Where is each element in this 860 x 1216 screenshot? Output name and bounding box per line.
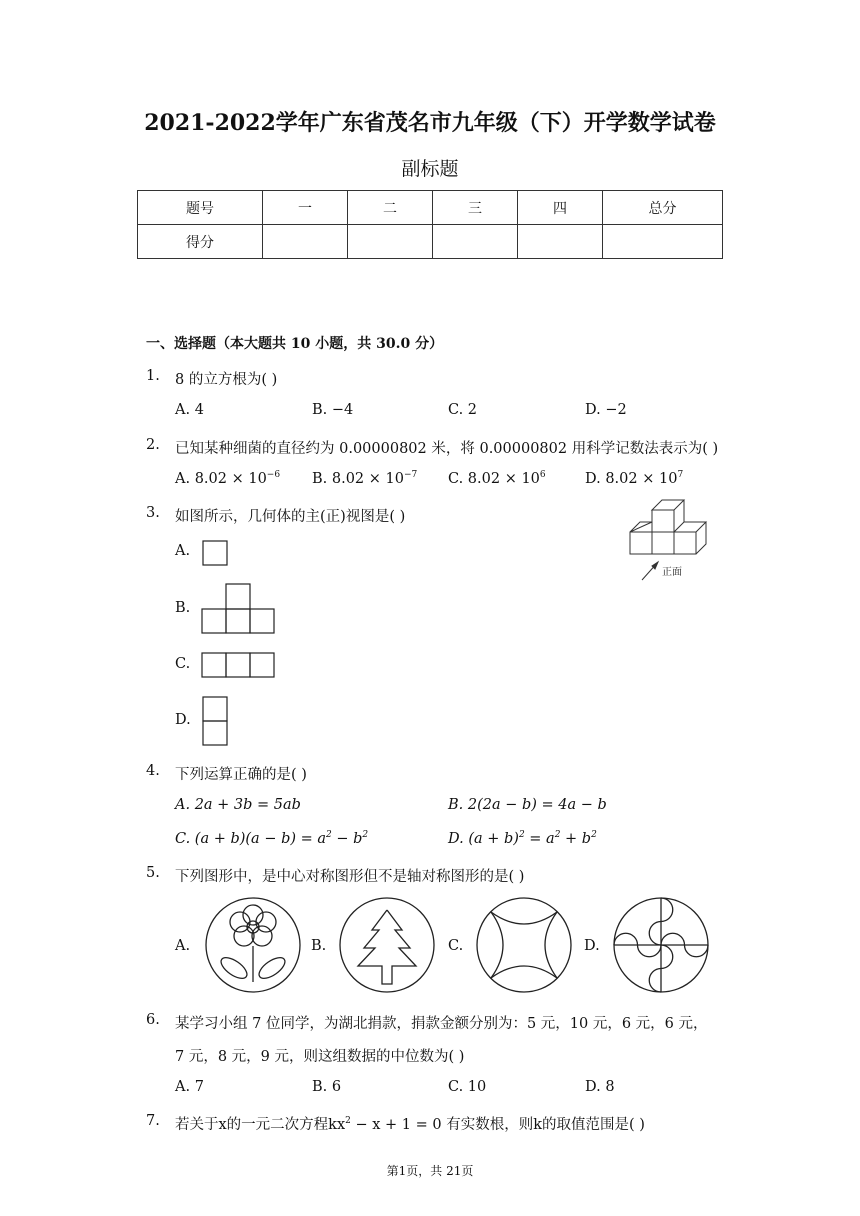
option-a: A. $8.02 \times 10^{-6}$ — [175, 470, 281, 487]
solid-figure — [622, 492, 722, 588]
question-number: 5. — [146, 865, 160, 881]
question-number: 3. — [146, 505, 160, 521]
score-table — [137, 190, 723, 259]
section-heading: 一、选择题（本大题共 10 小题，共 30.0 分） — [146, 336, 444, 352]
question-number: 2. — [146, 437, 160, 453]
option-a: A. — [175, 938, 191, 954]
option-a-flower-figure — [204, 896, 302, 994]
option-d: D. — [584, 938, 600, 954]
option-b: B. — [311, 938, 327, 954]
table-cell — [518, 225, 603, 259]
page-footer: 第1页，共 21页 — [386, 1164, 474, 1178]
table-cell: 四 — [518, 191, 603, 225]
option-c-arcs-figure — [475, 896, 573, 994]
option-b: B. 6 — [312, 1079, 342, 1095]
option-b: B. 2(2a − b) = 4a − b — [448, 797, 607, 813]
option-d: D. −2 — [585, 402, 627, 418]
option-b-figure — [201, 583, 279, 637]
option-d: D. — [175, 712, 191, 728]
option-b: B. −4 — [312, 402, 354, 418]
page-title: 2021-2022学年广东省茂名市九年级（下）开学数学试卷 — [144, 110, 716, 136]
table-row — [138, 191, 723, 225]
table-cell: 得分 — [138, 225, 263, 259]
table-cell: 二 — [348, 191, 433, 225]
question-text: 8 的立方根为( ) — [175, 372, 278, 388]
table-cell — [603, 225, 723, 259]
table-cell — [433, 225, 518, 259]
option-a: A. 2a + 3b = 5ab — [175, 797, 301, 813]
question-number: 7. — [146, 1113, 160, 1129]
question-number: 6. — [146, 1012, 160, 1028]
table-cell — [263, 225, 348, 259]
option-c: C. $8.02 \times 10^6$ — [448, 470, 546, 487]
table-cell — [348, 225, 433, 259]
table-cell: 一 — [263, 191, 348, 225]
question-text: 下列运算正确的是( ) — [175, 767, 307, 783]
question-text: 如图所示，几何体的主(正)视图是( ) — [175, 509, 406, 525]
table-cell: 三 — [433, 191, 518, 225]
question-text-line2: 7 元，8 元，9 元，则这组数据的中位数为( ) — [175, 1049, 465, 1065]
option-b-tree-figure — [338, 896, 436, 994]
option-d-pinwheel-figure — [612, 896, 710, 994]
option-d-figure — [202, 696, 230, 748]
option-d: D. $(a + b)^2 = a^2 + b^2$ — [448, 830, 597, 847]
front-label: 正面 — [662, 567, 682, 578]
option-c: C. — [448, 938, 464, 954]
page-subtitle: 副标题 — [401, 158, 459, 180]
question-text: 下列图形中，是中心对称图形但不是轴对称图形的是( ) — [175, 869, 525, 885]
question-number: 4. — [146, 763, 160, 779]
option-c: C. 10 — [448, 1079, 487, 1095]
option-b: B. $8.02 \times 10^{-7}$ — [312, 470, 418, 487]
option-c: C. — [175, 656, 191, 672]
option-c: C. 2 — [448, 402, 478, 418]
question-number: 1. — [146, 368, 160, 384]
question-text: 某学习小组 7 位同学，为湖北捐款，捐款金额分别为：5 元，10 元，6 元，6 元， — [175, 1016, 708, 1032]
question-text: 若关于x的一元二次方程$kx^2 - x + 1 = 0$ 有实数根，则k的取值范围是( ) — [175, 1116, 645, 1133]
option-b: B. — [175, 600, 191, 616]
option-c-figure — [201, 652, 279, 680]
option-a: A. 4 — [175, 402, 204, 418]
option-a: A. — [175, 543, 191, 559]
option-c: C. $(a + b)(a - b) = a^2 - b^2$ — [175, 830, 369, 847]
table-cell: 题号 — [138, 191, 263, 225]
option-a: A. 7 — [175, 1079, 204, 1095]
option-d: D. $8.02 \times 10^7$ — [585, 470, 684, 487]
table-cell: 总分 — [603, 191, 723, 225]
question-text: 已知某种细菌的直径约为 0.00000802 米，将 0.00000802 用科学记数法表示为( ) — [175, 441, 719, 457]
table-row — [138, 225, 723, 259]
option-a-figure — [202, 540, 230, 568]
option-d: D. 8 — [585, 1079, 615, 1095]
